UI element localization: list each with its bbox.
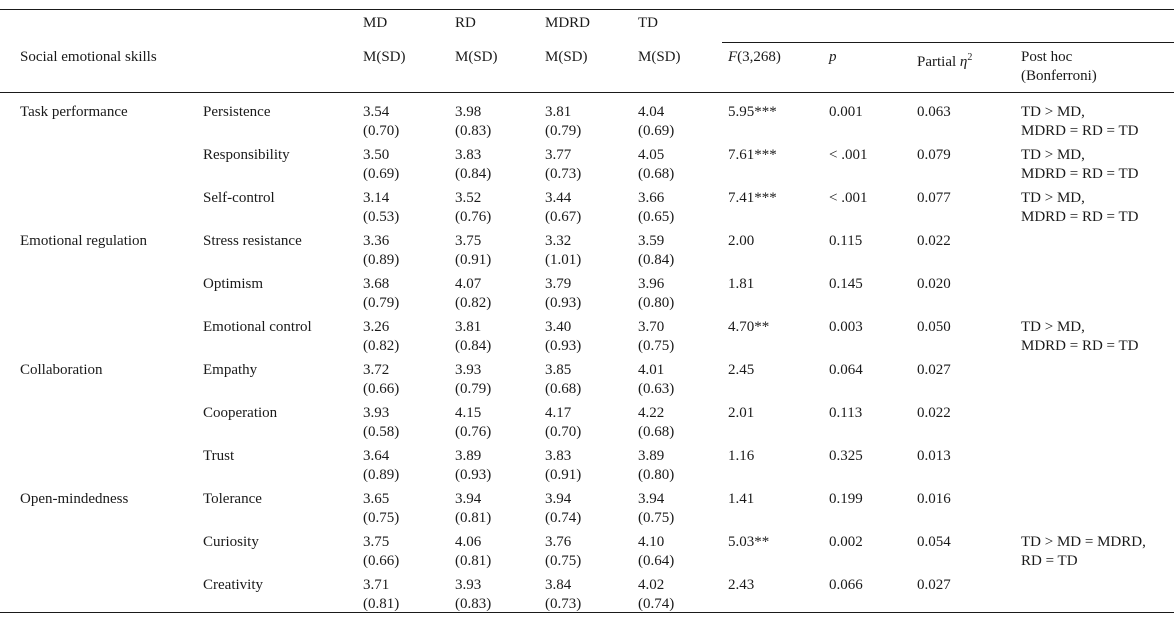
td-cell — [638, 447, 674, 485]
p-cell: 0.066 — [829, 577, 863, 593]
category-cell: Open-mindedness — [20, 491, 129, 507]
p-cell: 0.145 — [829, 276, 863, 292]
column-header-skills: Social emotional skills — [20, 49, 157, 65]
posthoc-cell — [1021, 103, 1139, 141]
f-cell: 5.03** — [728, 534, 770, 550]
td-cell-line: 3.94 — [638, 491, 665, 507]
skill-cell: Persistence — [203, 104, 271, 120]
md-cell — [363, 275, 399, 313]
f-cell: 7.61*** — [728, 147, 777, 163]
eta-cell: 0.022 — [917, 405, 951, 421]
p-cell: 0.001 — [829, 104, 863, 120]
td-cell — [638, 361, 674, 399]
rd-cell-line: 3.98 — [455, 104, 482, 120]
rd-cell-line: 3.93 — [455, 577, 482, 593]
skill-cell: Responsibility — [203, 147, 290, 163]
md-cell-line: (0.81) — [363, 596, 400, 612]
md-cell — [363, 103, 399, 141]
md-cell-line: 3.93 — [363, 405, 390, 421]
td-cell-line: (0.75) — [638, 510, 675, 526]
eta-cell: 0.077 — [917, 190, 951, 206]
mdrd-cell-line: 3.83 — [545, 448, 572, 464]
rd-cell — [455, 275, 491, 313]
rd-cell — [455, 447, 491, 485]
mdrd-cell — [545, 533, 581, 571]
group-mdrd-header: MDRD — [545, 15, 591, 31]
posthoc-cell-line: MDRD = RD = TD — [1021, 338, 1139, 354]
md-cell-line: 3.36 — [363, 233, 390, 249]
skill-cell: Cooperation — [203, 405, 278, 421]
rd-cell-line: 4.15 — [455, 405, 482, 421]
mdrd-cell-line: 3.81 — [545, 104, 572, 120]
skill-cell: Optimism — [203, 276, 264, 292]
mdrd-cell-line: (0.68) — [545, 381, 582, 397]
rd-cell-line: (0.79) — [455, 381, 492, 397]
md-cell — [363, 232, 399, 270]
rd-cell — [455, 232, 491, 270]
mdrd-cell — [545, 576, 581, 614]
eta-symbol: η — [959, 54, 968, 70]
mdrd-msd-header: M(SD) — [545, 49, 588, 65]
td-cell-line: (0.63) — [638, 381, 675, 397]
td-cell-line: 3.66 — [638, 190, 665, 206]
posthoc-header-line2: (Bonferroni) — [1021, 68, 1097, 84]
posthoc-cell-line: TD > MD = MDRD, — [1021, 534, 1146, 550]
md-cell-line: (0.69) — [363, 166, 400, 182]
td-cell-line: (0.65) — [638, 209, 675, 225]
td-cell-line: 4.10 — [638, 534, 665, 550]
mdrd-cell-line: (0.75) — [545, 553, 582, 569]
rd-cell-line: (0.76) — [455, 209, 492, 225]
p-cell: 0.113 — [829, 405, 863, 421]
td-cell — [638, 490, 674, 528]
mdrd-cell — [545, 447, 581, 485]
posthoc-header — [1021, 48, 1097, 86]
md-cell-line: (0.75) — [363, 510, 400, 526]
td-msd-header: M(SD) — [638, 49, 681, 65]
rd-cell-line: (0.84) — [455, 166, 492, 182]
posthoc-cell — [1021, 189, 1139, 227]
md-cell-line: 3.68 — [363, 276, 390, 292]
rd-cell — [455, 146, 491, 184]
f-cell: 2.43 — [728, 577, 755, 593]
posthoc-cell — [1021, 146, 1139, 184]
md-cell — [363, 318, 399, 356]
skill-cell: Curiosity — [203, 534, 259, 550]
f-cell: 4.70** — [728, 319, 770, 335]
p-cell: 0.115 — [829, 233, 863, 249]
md-cell — [363, 447, 399, 485]
td-cell — [638, 404, 674, 442]
f-df: (3,268) — [737, 49, 781, 65]
td-cell-line: (0.74) — [638, 596, 675, 612]
td-cell — [638, 232, 674, 270]
md-cell — [363, 361, 399, 399]
eta-cell: 0.013 — [917, 448, 951, 464]
md-cell-line: 3.54 — [363, 104, 390, 120]
md-cell — [363, 146, 399, 184]
mdrd-cell-line: 3.76 — [545, 534, 572, 550]
mdrd-cell-line: 3.40 — [545, 319, 572, 335]
p-cell: 0.003 — [829, 319, 863, 335]
rd-cell-line: (0.76) — [455, 424, 492, 440]
eta-superscript: 2 — [967, 52, 973, 63]
td-cell — [638, 275, 674, 313]
f-symbol: F — [728, 49, 738, 65]
md-cell-line: 3.75 — [363, 534, 390, 550]
f-cell: 5.95*** — [728, 104, 777, 120]
td-cell-line: (0.68) — [638, 424, 675, 440]
f-cell: 1.41 — [728, 491, 755, 507]
td-cell-line: 4.05 — [638, 147, 665, 163]
category-cell: Emotional regulation — [20, 233, 148, 249]
top-rule — [0, 9, 1174, 10]
rd-cell-line: (0.81) — [455, 553, 492, 569]
p-value-header — [829, 48, 837, 67]
eta-cell: 0.027 — [917, 362, 951, 378]
header-bottom-rule — [0, 92, 1174, 93]
p-cell: < .001 — [829, 190, 868, 206]
mdrd-cell — [545, 404, 581, 442]
md-cell-line: (0.70) — [363, 123, 400, 139]
mdrd-cell-line: 4.17 — [545, 405, 572, 421]
group-td-header: TD — [638, 15, 658, 31]
td-cell-line: (0.84) — [638, 252, 675, 268]
td-cell-line: (0.69) — [638, 123, 675, 139]
md-cell-line: (0.58) — [363, 424, 400, 440]
rd-cell-line: 3.94 — [455, 491, 482, 507]
td-cell-line: (0.80) — [638, 467, 675, 483]
rd-cell — [455, 103, 491, 141]
mdrd-cell — [545, 146, 581, 184]
mdrd-cell — [545, 275, 581, 313]
md-cell-line: 3.64 — [363, 448, 390, 464]
f-cell: 1.81 — [728, 276, 755, 292]
posthoc-cell — [1021, 533, 1146, 571]
rd-cell — [455, 318, 491, 356]
skill-cell: Self-control — [203, 190, 275, 206]
td-cell-line: (0.75) — [638, 338, 675, 354]
md-cell-line: (0.53) — [363, 209, 400, 225]
f-cell: 2.01 — [728, 405, 755, 421]
rd-cell — [455, 404, 491, 442]
rd-cell — [455, 361, 491, 399]
category-cell: Task performance — [20, 104, 128, 120]
posthoc-cell-line: MDRD = RD = TD — [1021, 209, 1139, 225]
skill-cell: Emotional control — [203, 319, 312, 335]
posthoc-cell-line: TD > MD, — [1021, 104, 1085, 120]
mdrd-cell — [545, 189, 581, 227]
f-cell: 2.00 — [728, 233, 755, 249]
td-cell-line: 3.96 — [638, 276, 665, 292]
td-cell — [638, 533, 674, 571]
eta-cell: 0.063 — [917, 104, 951, 120]
rd-cell-line: 4.07 — [455, 276, 482, 292]
td-cell-line: 4.01 — [638, 362, 665, 378]
md-cell-line: (0.66) — [363, 553, 400, 569]
mdrd-cell-line: 3.79 — [545, 276, 572, 292]
mdrd-cell-line: (0.93) — [545, 295, 582, 311]
td-cell — [638, 576, 674, 614]
skill-cell: Tolerance — [203, 491, 262, 507]
rd-cell-line: (0.83) — [455, 596, 492, 612]
mdrd-cell-line: (0.74) — [545, 510, 582, 526]
partial-word: Partial — [917, 54, 957, 70]
rd-cell-line: (0.82) — [455, 295, 492, 311]
eta-cell: 0.050 — [917, 319, 951, 335]
f-cell: 2.45 — [728, 362, 755, 378]
eta-cell: 0.054 — [917, 534, 951, 550]
md-cell-line: (0.66) — [363, 381, 400, 397]
p-symbol: p — [829, 49, 837, 65]
md-cell-line: (0.79) — [363, 295, 400, 311]
posthoc-cell-line: TD > MD, — [1021, 190, 1085, 206]
rd-cell-line: 3.89 — [455, 448, 482, 464]
p-cell: 0.064 — [829, 362, 863, 378]
rd-cell-line: (0.81) — [455, 510, 492, 526]
md-cell — [363, 189, 399, 227]
f-cell: 1.16 — [728, 448, 755, 464]
rd-cell — [455, 533, 491, 571]
bottom-rule — [0, 612, 1174, 613]
td-cell-line: (0.64) — [638, 553, 675, 569]
md-cell-line: 3.71 — [363, 577, 390, 593]
skill-cell: Creativity — [203, 577, 263, 593]
eta-cell: 0.016 — [917, 491, 951, 507]
category-cell: Collaboration — [20, 362, 103, 378]
td-cell — [638, 318, 674, 356]
td-cell-line: 3.70 — [638, 319, 665, 335]
mdrd-cell-line: 3.85 — [545, 362, 572, 378]
mdrd-cell — [545, 103, 581, 141]
td-cell-line: 3.59 — [638, 233, 665, 249]
md-cell — [363, 404, 399, 442]
rd-msd-header: M(SD) — [455, 49, 498, 65]
partial-eta-header — [917, 48, 972, 72]
mdrd-cell — [545, 361, 581, 399]
md-cell — [363, 490, 399, 528]
eta-cell: 0.020 — [917, 276, 951, 292]
rd-cell — [455, 189, 491, 227]
skill-cell: Stress resistance — [203, 233, 302, 249]
mdrd-cell-line: (0.91) — [545, 467, 582, 483]
md-cell-line: (0.89) — [363, 252, 400, 268]
mdrd-cell-line: 3.84 — [545, 577, 572, 593]
f-cell: 7.41*** — [728, 190, 777, 206]
md-cell-line: 3.14 — [363, 190, 390, 206]
posthoc-cell — [1021, 318, 1139, 356]
posthoc-cell-line: TD > MD, — [1021, 147, 1085, 163]
mdrd-cell-line: (0.93) — [545, 338, 582, 354]
td-cell — [638, 103, 674, 141]
rd-cell-line: 3.93 — [455, 362, 482, 378]
posthoc-cell-line: MDRD = RD = TD — [1021, 166, 1139, 182]
md-cell-line: (0.82) — [363, 338, 400, 354]
posthoc-cell-line: TD > MD, — [1021, 319, 1085, 335]
rd-cell-line: (0.91) — [455, 252, 492, 268]
eta-cell: 0.079 — [917, 147, 951, 163]
eta-cell: 0.022 — [917, 233, 951, 249]
rd-cell-line: (0.93) — [455, 467, 492, 483]
mdrd-cell-line: 3.94 — [545, 491, 572, 507]
mdrd-cell-line: 3.32 — [545, 233, 572, 249]
md-cell-line: 3.65 — [363, 491, 390, 507]
td-cell-line: 4.04 — [638, 104, 665, 120]
mdrd-cell — [545, 490, 581, 528]
mdrd-cell-line: 3.77 — [545, 147, 572, 163]
p-cell: < .001 — [829, 147, 868, 163]
mdrd-cell-line: (0.70) — [545, 424, 582, 440]
stats-header-rule — [722, 42, 1174, 43]
mdrd-cell-line: (0.73) — [545, 166, 582, 182]
group-rd-header: RD — [455, 15, 476, 31]
eta-cell: 0.027 — [917, 577, 951, 593]
mdrd-cell-line: (0.73) — [545, 596, 582, 612]
skill-cell: Empathy — [203, 362, 258, 378]
md-cell — [363, 533, 399, 571]
mdrd-cell-line: (0.67) — [545, 209, 582, 225]
rd-cell-line: 4.06 — [455, 534, 482, 550]
posthoc-cell-line: RD = TD — [1021, 553, 1078, 569]
p-cell: 0.002 — [829, 534, 863, 550]
td-cell-line: (0.68) — [638, 166, 675, 182]
rd-cell-line: 3.81 — [455, 319, 482, 335]
posthoc-cell-line: MDRD = RD = TD — [1021, 123, 1139, 139]
rd-cell — [455, 576, 491, 614]
md-cell-line: 3.72 — [363, 362, 390, 378]
td-cell-line: 4.22 — [638, 405, 665, 421]
rd-cell-line: 3.83 — [455, 147, 482, 163]
td-cell — [638, 146, 674, 184]
md-cell — [363, 576, 399, 614]
mdrd-cell-line: 3.44 — [545, 190, 572, 206]
p-cell: 0.199 — [829, 491, 863, 507]
rd-cell — [455, 490, 491, 528]
md-cell-line: (0.89) — [363, 467, 400, 483]
skill-cell: Trust — [203, 448, 235, 464]
mdrd-cell — [545, 232, 581, 270]
td-cell-line: 3.89 — [638, 448, 665, 464]
mdrd-cell-line: (1.01) — [545, 252, 582, 268]
mdrd-cell-line: (0.79) — [545, 123, 582, 139]
rd-cell-line: (0.83) — [455, 123, 492, 139]
rd-cell-line: 3.75 — [455, 233, 482, 249]
md-msd-header: M(SD) — [363, 49, 406, 65]
rd-cell-line: (0.84) — [455, 338, 492, 354]
md-cell-line: 3.26 — [363, 319, 390, 335]
td-cell-line: (0.80) — [638, 295, 675, 311]
rd-cell-line: 3.52 — [455, 190, 482, 206]
md-cell-line: 3.50 — [363, 147, 390, 163]
group-md-header: MD — [363, 15, 388, 31]
mdrd-cell — [545, 318, 581, 356]
f-statistic-header — [728, 48, 781, 67]
td-cell — [638, 189, 674, 227]
p-cell: 0.325 — [829, 448, 863, 464]
posthoc-header-line1: Post hoc — [1021, 49, 1073, 65]
td-cell-line: 4.02 — [638, 577, 665, 593]
